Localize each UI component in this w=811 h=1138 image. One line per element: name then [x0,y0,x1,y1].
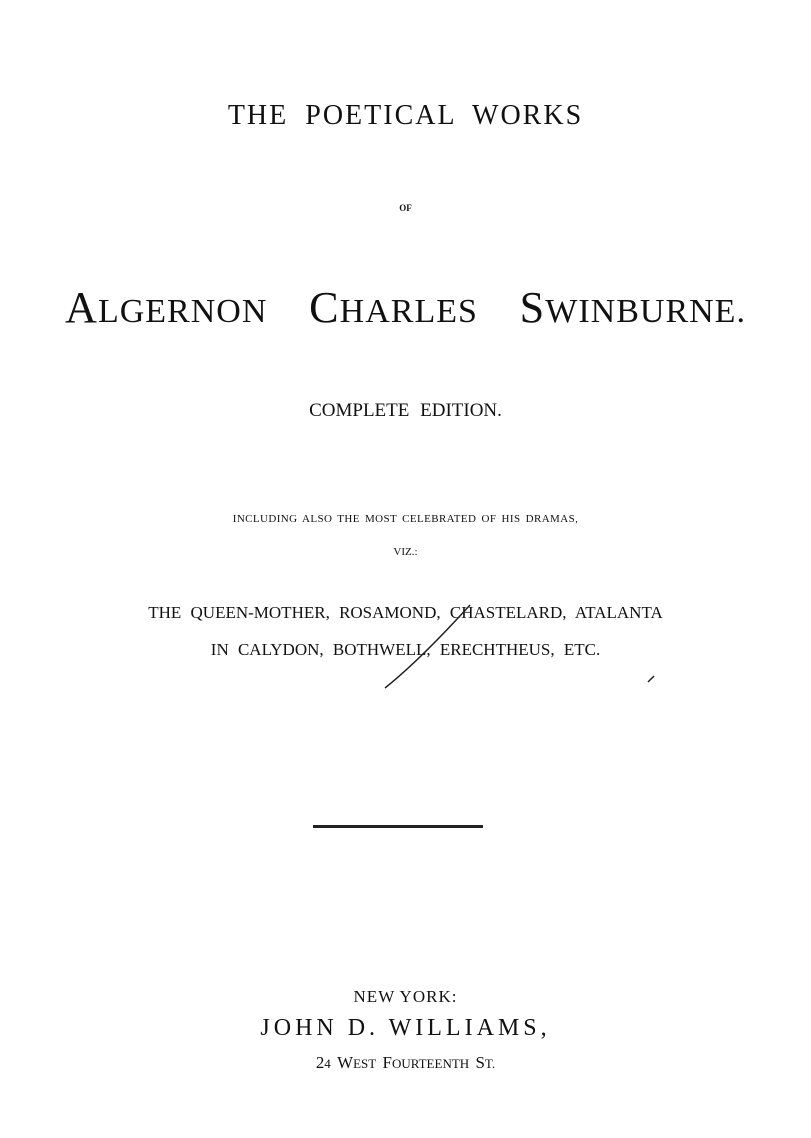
address-word: ST. [475,1053,496,1072]
author-first-name: ALGERNON [65,283,268,332]
dramas-line-2: IN CALYDON, BOTHWELL, ERECHTHEUS, ETC. [210,640,601,659]
dramas-line-1: THE QUEEN-MOTHER, ROSAMOND, CHASTELARD, ATALANTA [148,603,663,622]
including-note: INCLUDING ALSO THE MOST CELEBRATED OF HIS DRAMAS, [232,513,579,525]
address-number: 24 [315,1053,331,1072]
address-word: FOURTEENTH [382,1053,470,1072]
publisher-name: JOHN D. WILLIAMS, [260,1015,551,1041]
of-label: OF [399,203,412,213]
viz-label: VIZ.: [393,546,418,558]
author-last-name: SWINBURNE. [519,283,746,332]
publisher-city: NEW YORK: [353,987,458,1006]
author-middle-name: CHARLES [309,283,478,332]
book-title: THE POETICAL WORKS [227,100,584,131]
publisher-address [0,1053,811,1073]
edition-label: COMPLETE EDITION. [309,400,502,421]
divider-rule [313,825,483,828]
address-word: WEST [337,1053,377,1072]
